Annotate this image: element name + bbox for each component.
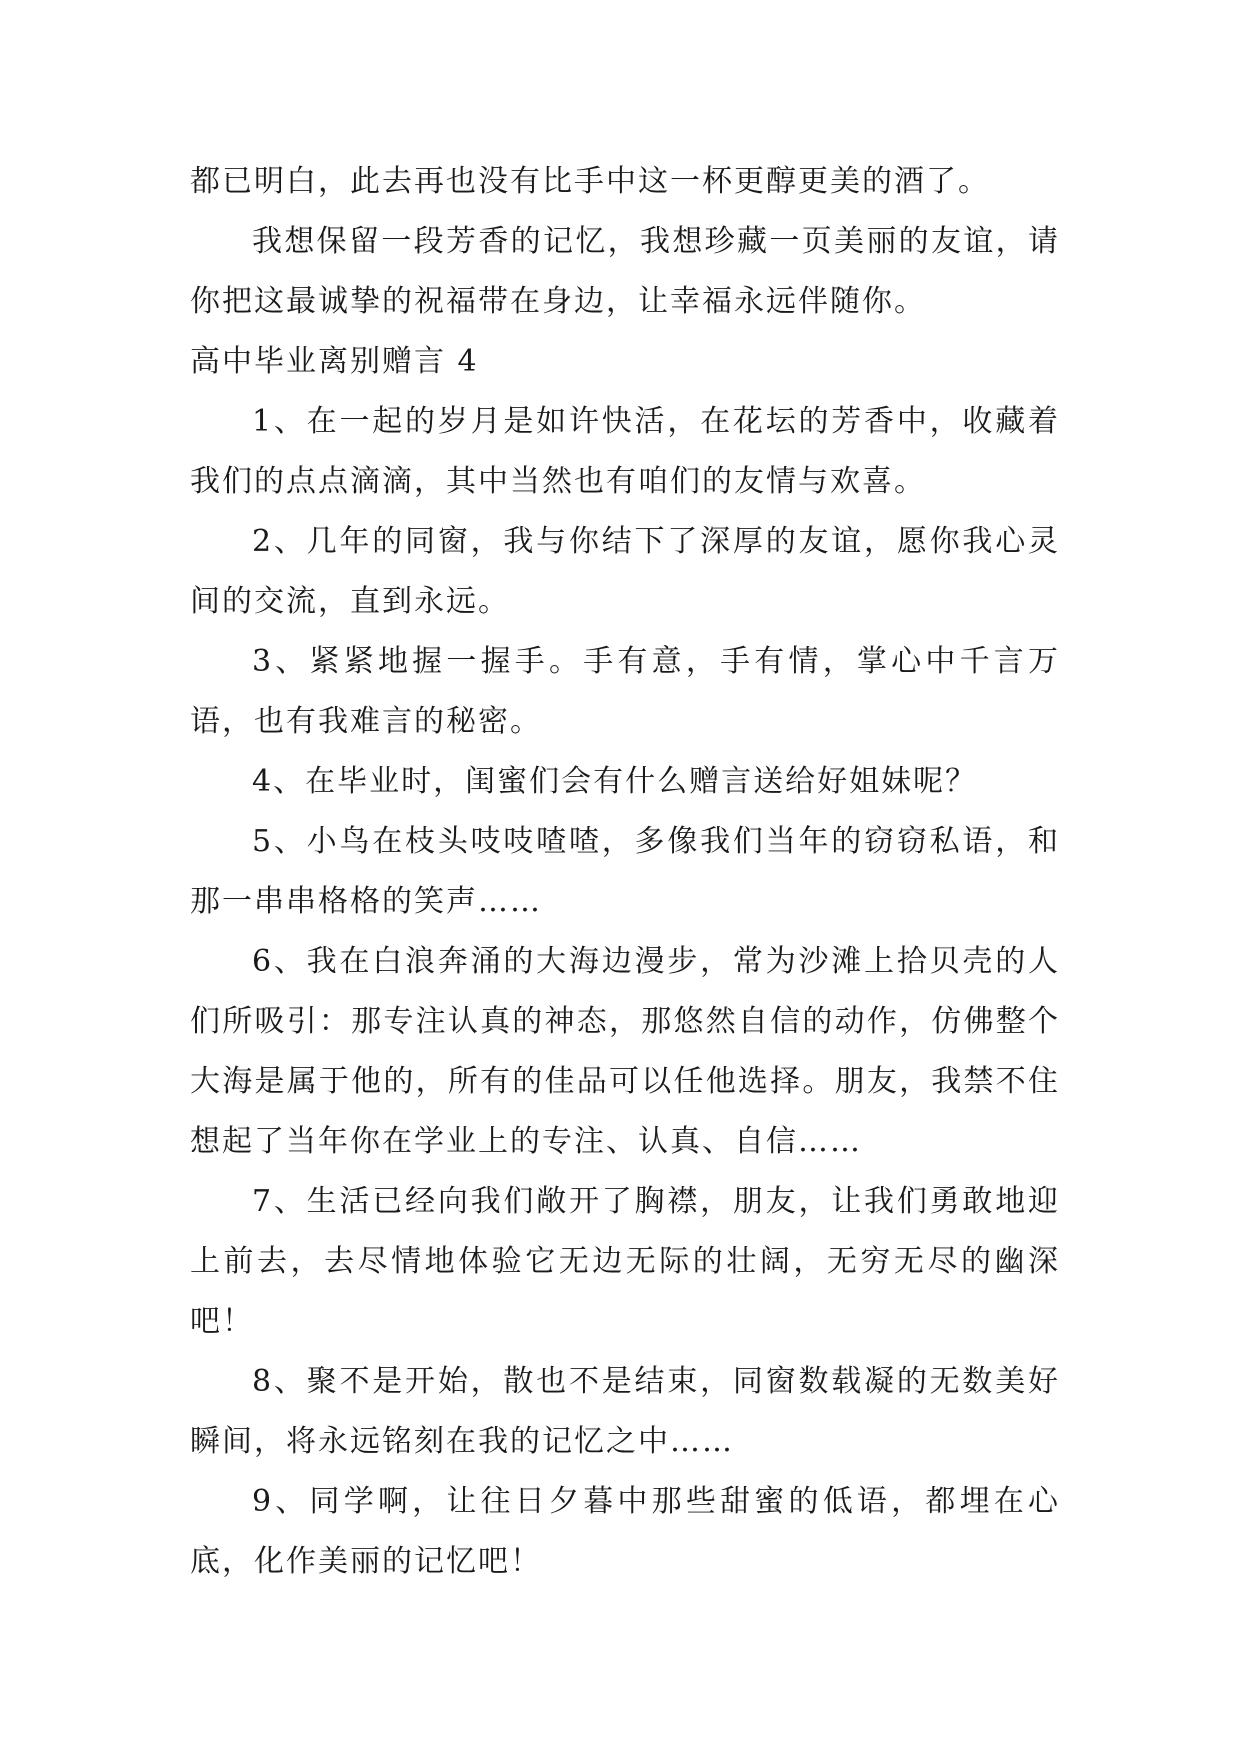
section-title: 高中毕业离别赠言 4 (190, 344, 479, 379)
list-item: 5、小鸟在枝头吱吱喳喳，多像我们当年的窃窃私语，和那一串串格格的笑声…… (190, 824, 1060, 919)
paragraph-continuation: 都已明白，此去再也没有比手中这一杯更醇更美的酒了。 (190, 164, 990, 199)
document-body (190, 152, 1060, 1592)
list-item: 6、我在白浪奔涌的大海边漫步，常为沙滩上拾贝壳的人们所吸引：那专注认真的神态，那悠然自信的动作，仿佛整个大海是属于他的，所有的佳品可以任他选择。朋友，我禁不住想起了当年你在学业上的专注、认真、自信…… (190, 944, 1060, 1159)
list-item: 4、在毕业时，闺蜜们会有什么赠言送给好姐妹呢？ (252, 764, 978, 799)
list-item: 9、同学啊，让往日夕暮中那些甜蜜的低语，都埋在心底，化作美丽的记忆吧！ (190, 1484, 1060, 1579)
list-item: 8、聚不是开始，散也不是结束，同窗数载凝的无数美好瞬间，将永远铭刻在我的记忆之中…… (190, 1364, 1060, 1459)
paragraph-wish: 我想保留一段芳香的记忆，我想珍藏一页美丽的友谊，请你把这最诚挚的祝福带在身边，让幸福永远伴随你。 (190, 224, 1060, 319)
list-item: 7、生活已经向我们敞开了胸襟，朋友，让我们勇敢地迎上前去，去尽情地体验它无边无际的壮阔，无穷无尽的幽深吧！ (190, 1184, 1060, 1339)
list-item: 1、在一起的岁月是如许快活，在花坛的芳香中，收藏着我们的点点滴滴，其中当然也有咱们的友情与欢喜。 (190, 404, 1060, 499)
list-item: 3、紧紧地握一握手。手有意，手有情，掌心中千言万语，也有我难言的秘密。 (190, 644, 1060, 739)
list-item: 2、几年的同窗，我与你结下了深厚的友谊，愿你我心灵间的交流，直到永远。 (190, 524, 1060, 619)
